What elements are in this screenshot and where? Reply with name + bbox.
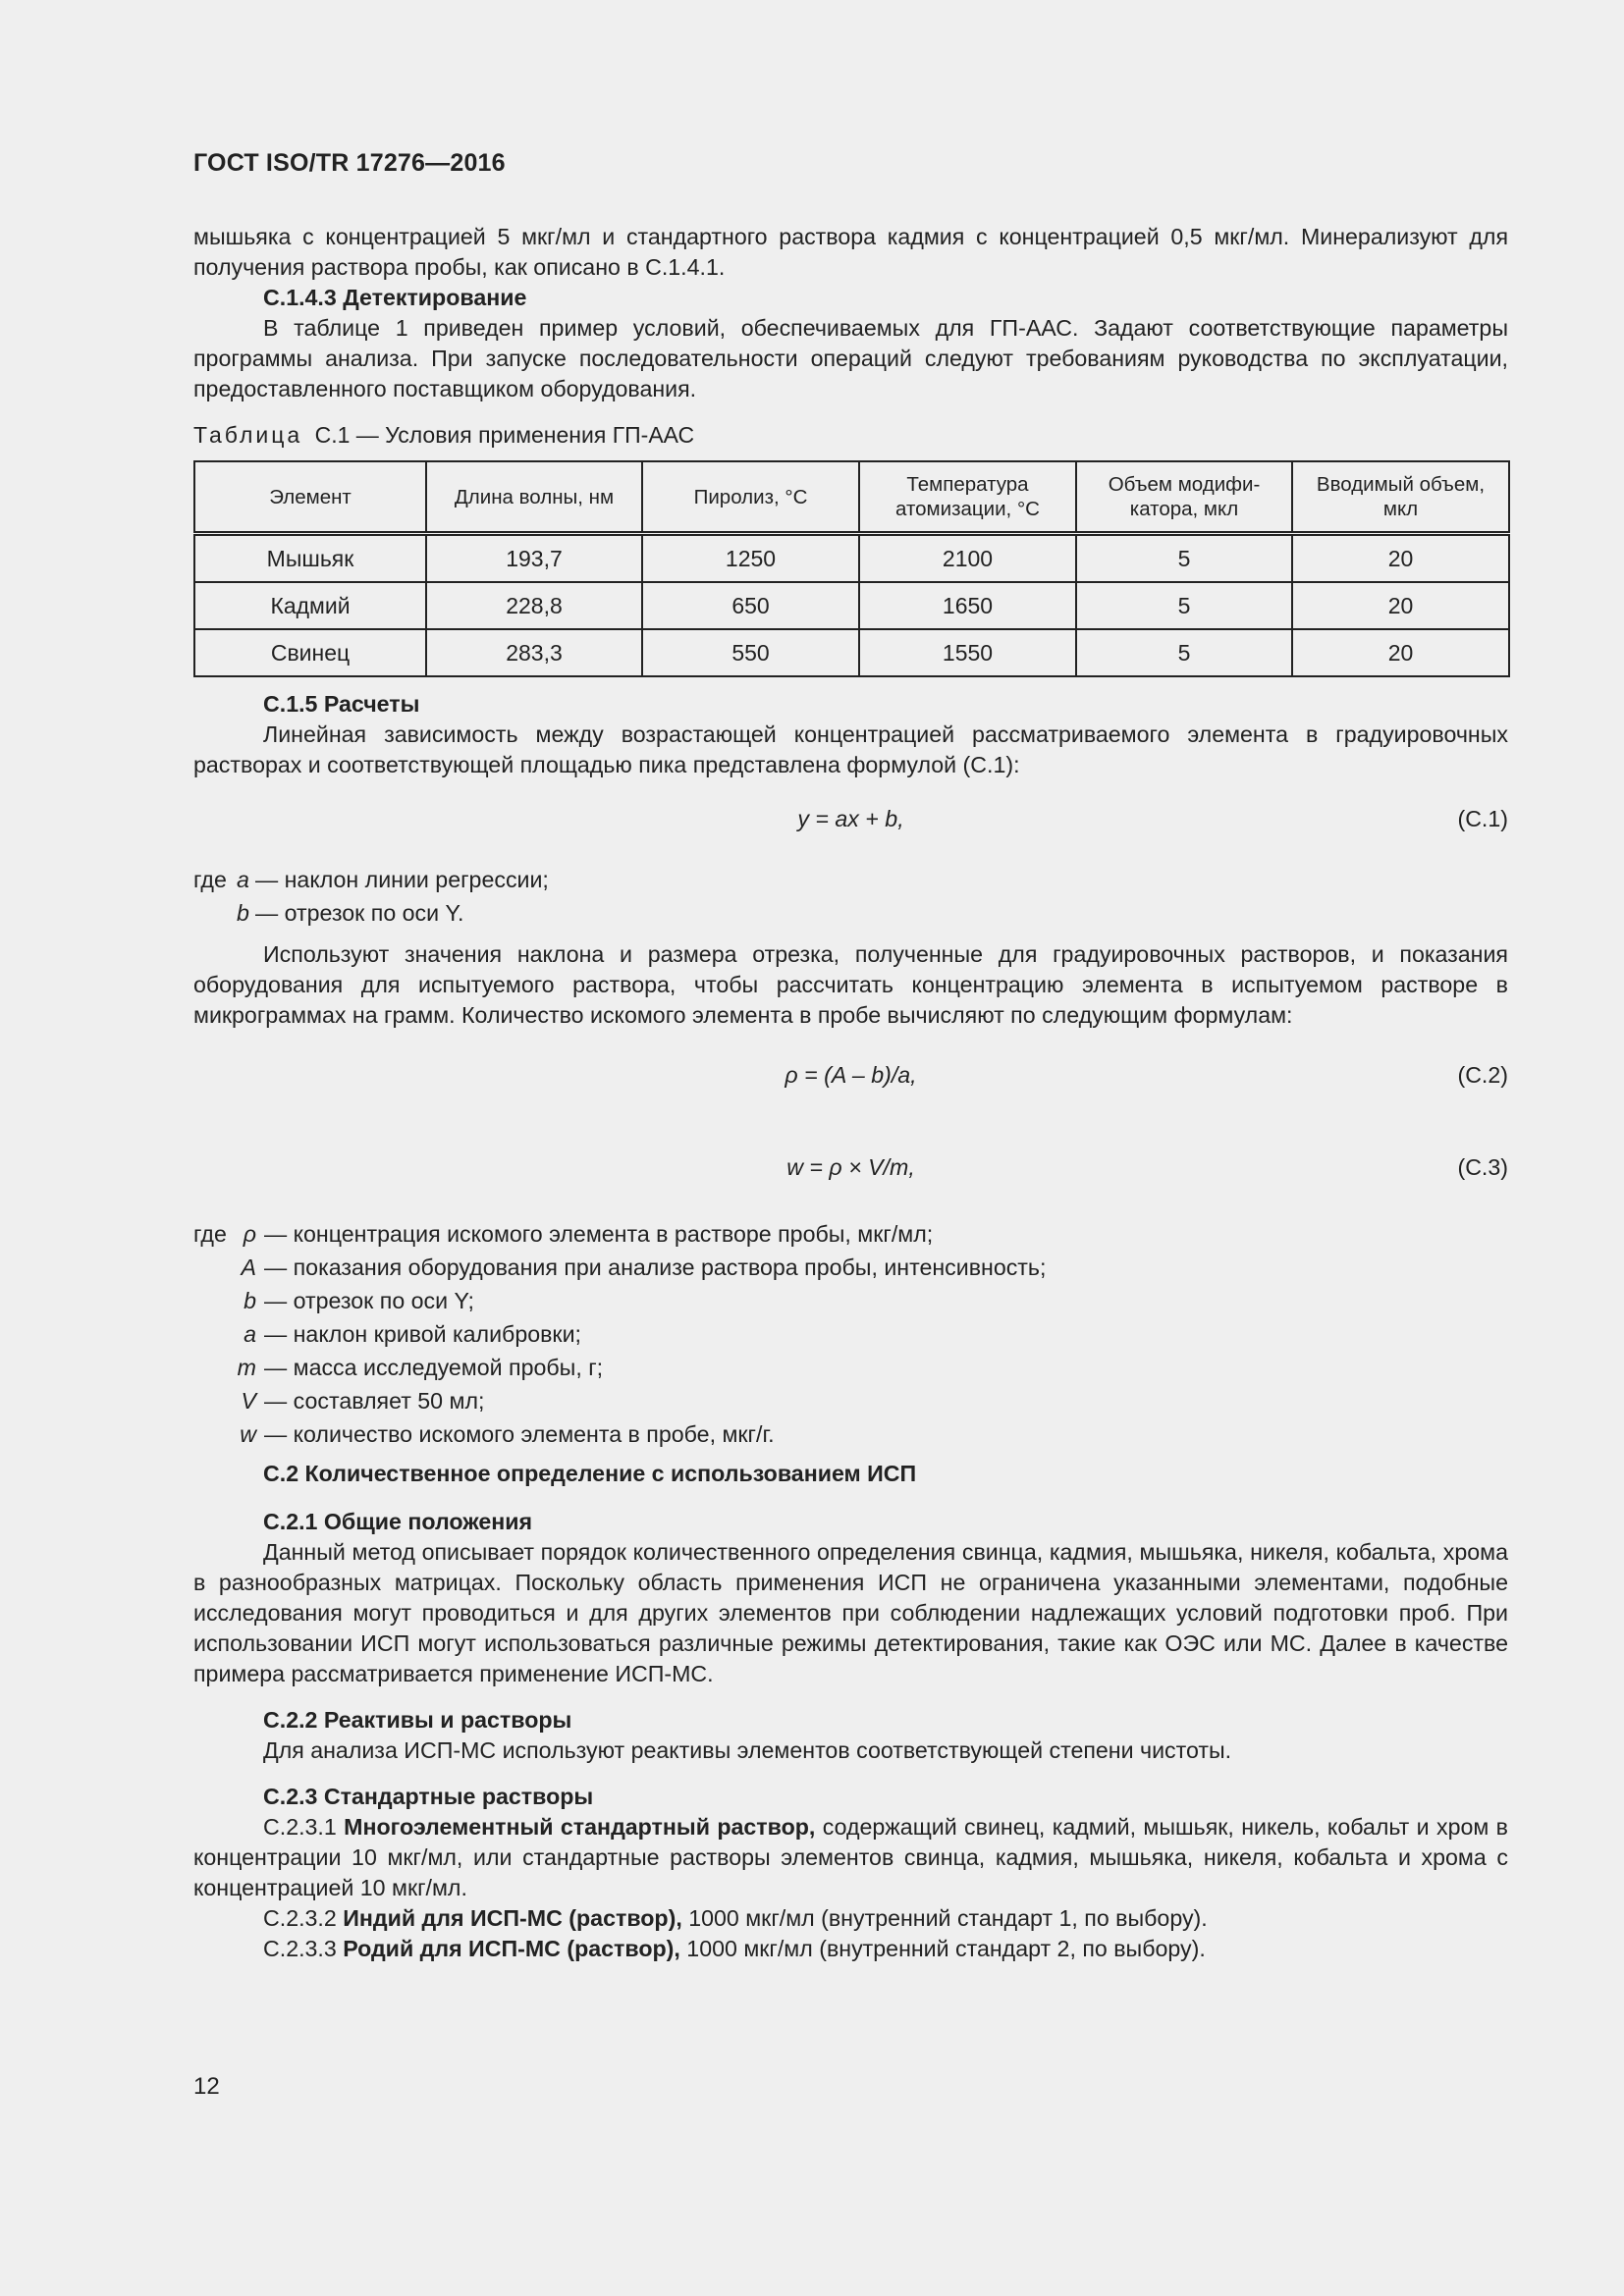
page-content [193,222,1508,1964]
clause-title: Родий для ИСП-МС (раствор), [343,1936,680,1961]
page-number: 12 [193,2073,220,2100]
table-header-cell: Элемент [194,461,426,534]
where-label [193,1284,237,1317]
where-label [193,1351,237,1384]
table-header-cell: Пиролиз, °С [642,461,859,534]
table-cell: 650 [642,582,859,629]
table-row [194,582,1509,629]
paragraph-c22: Для анализа ИСП-МС используют реактивы элементов соответствующей степени чистоты. [263,1737,1232,1763]
table-caption-prefix: Таблица [193,422,303,448]
paragraph-c231 [193,1812,1508,1903]
where-label [193,1251,237,1284]
clause-text: содержащий свинец, кадмий, мышьяк, никель, кобальт и хром в концентрации 10 мкг/мл, или стандартные растворы элементов свинца, кадмия, мышьяка, никеля, кобальта и хрома с концентрацией 10 мкг/мл. [193,1814,1508,1900]
where-item [193,1317,1508,1351]
where-text: — показания оборудования при анализе раствора пробы, интенсивность; [264,1255,1047,1280]
section-heading-c2: С.2 Количественное определение с использованием ИСП [263,1461,917,1486]
where-list [193,1217,1508,1451]
table-cell: 228,8 [426,582,642,629]
equation-number: (С.2) [1457,1062,1508,1088]
where-symbol: A [241,1255,256,1280]
where-item [193,1284,1508,1317]
where-label [193,1417,237,1451]
table-caption [193,420,1508,451]
equation-number: (С.1) [1457,806,1508,831]
section-heading-c15: С.1.5 Расчеты [263,691,420,717]
equation-formula: w = ρ × V/m, [786,1154,915,1180]
paragraph-c233 [193,1934,1508,1964]
where-label: где [193,867,227,892]
where-label [193,1384,237,1417]
table-cell: 20 [1292,629,1509,676]
paragraph-c15: Линейная зависимость между возрастающей концентрацией рассматриваемого элемента в градуировочных растворах и соответствующей площадью пика представлена формулой (С.1): [193,721,1508,777]
table-cell: 2100 [859,534,1076,583]
where-item [193,1251,1508,1284]
conditions-table [193,460,1510,677]
section-heading-c21: С.2.1 Общие положения [263,1509,533,1534]
table-cell: 1250 [642,534,859,583]
clause-number: С.2.3.1 [263,1814,337,1840]
section-heading-c23: С.2.3 Стандартные растворы [263,1784,594,1809]
where-symbol: a [237,867,249,892]
equation-c1 [193,804,1508,835]
paragraph-c21: Данный метод описывает порядок количественного определения свинца, кадмия, мышьяка, никеля, кобальта, хрома в разнообразных матрицах. Поскольку область применения ИСП не ограничена указанными элементами, подобные исследования могут проводиться и для других элементов при соблюдении надлежащих условий подготовки проб. При использовании ИСП могут использоваться различные режимы детектирования, такие как ОЭС или МС. Далее в качестве примера рассматривается применение ИСП-МС. [193,1539,1508,1686]
table-row [194,629,1509,676]
where-text: — масса исследуемой пробы, г; [264,1355,604,1380]
where-symbol: b [237,900,249,926]
table-cell: 20 [1292,534,1509,583]
where-label [193,1317,237,1351]
table-caption-rest: С.1 — Условия применения ГП-ААС [314,422,695,448]
paragraph-use: Используют значения наклона и размера отрезка, полученные для градуировочных растворов, и показания оборудования для испытуемого раствора, чтобы рассчитать концентрацию элемента в испытуемом растворе в микрограммах на грамм. Количество искомого элемента в пробе вычисляют по следующим формулам: [193,941,1508,1028]
table-cell: 5 [1076,629,1292,676]
clause-text: 1000 мкг/мл (внутренний стандарт 1, по выбору). [688,1905,1208,1931]
table-cell: 5 [1076,534,1292,583]
where-label: где [193,1221,227,1247]
table-cell: Мышьяк [194,534,426,583]
clause-title: Индий для ИСП-МС (раствор), [343,1905,682,1931]
where-item [193,1384,1508,1417]
table-header-cell: Вводимый объем, мкл [1292,461,1509,534]
table-cell: Свинец [194,629,426,676]
table-cell: 283,3 [426,629,642,676]
where-symbol: w [240,1421,256,1447]
clause-number: С.2.3.3 [263,1936,337,1961]
where-symbol: b [244,1288,256,1313]
where-symbol: ρ [243,1221,256,1247]
table-cell: Кадмий [194,582,426,629]
equation-c3 [193,1152,1508,1184]
table-header-row [194,461,1509,534]
where-item [193,1417,1508,1451]
clause-text: 1000 мкг/мл (внутренний стандарт 2, по выбору). [686,1936,1206,1961]
equation-formula: y = ax + b, [797,806,904,831]
section-heading-c22: С.2.2 Реактивы и растворы [263,1707,572,1733]
clause-number: С.2.3.2 [263,1905,337,1931]
where-text: — наклон линии регрессии; [255,867,549,892]
intro-paragraph: мышьяка с концентрацией 5 мкг/мл и стандартного раствора кадмия с концентрацией 0,5 мкг/мл. Минерализуют для получения раствора пробы, как описано в С.1.4.1. [193,224,1508,280]
where-symbol: m [237,1355,256,1380]
where-text: — отрезок по оси Y. [255,900,464,926]
table-cell: 1550 [859,629,1076,676]
where-symbol: a [244,1321,256,1347]
table-cell: 193,7 [426,534,642,583]
where-text: — отрезок по оси Y; [264,1288,474,1313]
where-symbol: V [241,1388,256,1414]
where-item [193,1351,1508,1384]
table-row [194,534,1509,583]
clause-title: Многоэлементный стандартный раствор, [344,1814,816,1840]
table-header-cell: Объем модифи-катора, мкл [1076,461,1292,534]
where-text: — количество искомого элемента в пробе, мкг/г. [264,1421,775,1447]
where-text: — составляет 50 мл; [264,1388,485,1414]
where-text: — концентрация искомого элемента в растворе пробы, мкг/мл; [264,1221,934,1247]
where-text: — наклон кривой калибровки; [264,1321,581,1347]
table-header-cell: Температура атомизации, °С [859,461,1076,534]
where-item [193,863,1508,896]
paragraph-c232 [193,1903,1508,1934]
equation-number: (С.3) [1457,1154,1508,1180]
document-header: ГОСТ ISO/TR 17276—2016 [193,149,506,177]
section-heading-c143: С.1.4.3 Детектирование [263,285,527,310]
table-cell: 550 [642,629,859,676]
table-cell: 5 [1076,582,1292,629]
equation-c2 [193,1060,1508,1092]
where-label [193,896,237,930]
table-cell: 20 [1292,582,1509,629]
paragraph-c143: В таблице 1 приведен пример условий, обеспечиваемых для ГП-ААС. Задают соответствующие параметры программы анализа. При запуске последовательности операций следуют требованиям руководства по эксплуатации, предоставленного поставщиком оборудования. [193,315,1508,401]
table-cell: 1650 [859,582,1076,629]
where-item [193,1217,1508,1251]
table-header-cell: Длина волны, нм [426,461,642,534]
where-item [193,896,1508,930]
equation-formula: ρ = (A – b)/a, [785,1062,917,1088]
